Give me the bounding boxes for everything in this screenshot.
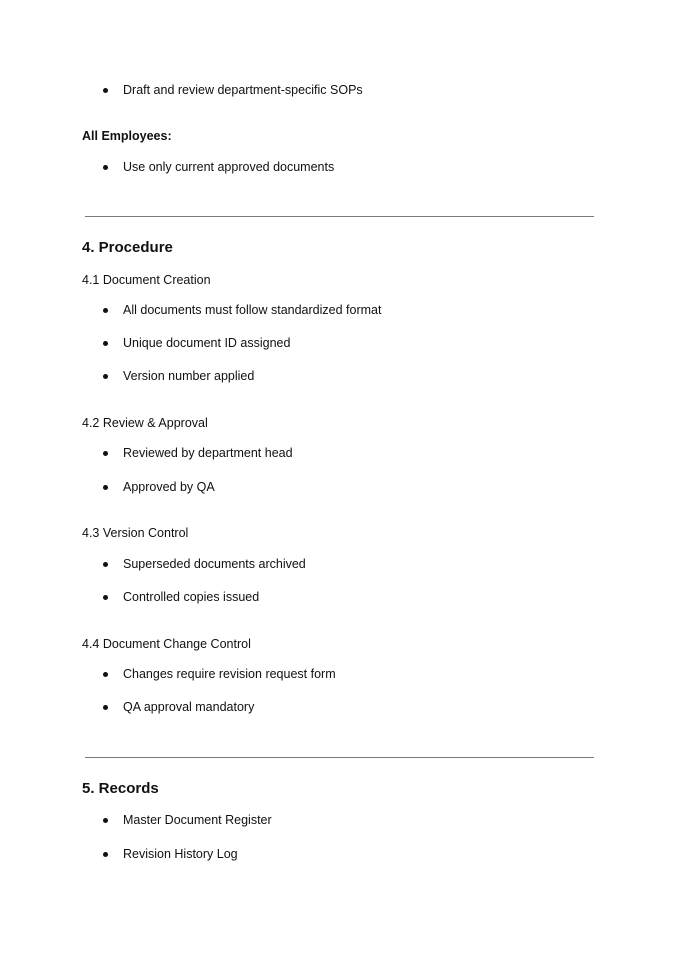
list-item-text: Draft and review department-specific SOPs bbox=[123, 83, 363, 97]
list-item-text: Revision History Log bbox=[123, 847, 238, 861]
bullet-icon bbox=[103, 165, 108, 170]
list-item-text: Approved by QA bbox=[123, 480, 215, 494]
list-item bbox=[103, 846, 238, 862]
list-item-text: Superseded documents archived bbox=[123, 557, 306, 571]
list-item-text: Master Document Register bbox=[123, 813, 272, 827]
list-item bbox=[103, 666, 336, 682]
list-item bbox=[103, 82, 363, 98]
bullet-icon bbox=[103, 705, 108, 710]
list-item bbox=[103, 368, 254, 384]
list-item-text: Controlled copies issued bbox=[123, 590, 260, 604]
bullet-icon bbox=[103, 672, 108, 677]
list-item-text: All documents must follow standardized format bbox=[123, 303, 382, 317]
procedure-heading: 4. Procedure bbox=[82, 239, 173, 256]
list-item bbox=[103, 302, 381, 318]
section-divider bbox=[85, 216, 594, 217]
list-item-text: Changes require revision request form bbox=[123, 667, 336, 681]
bullet-icon bbox=[103, 88, 108, 93]
list-item bbox=[103, 159, 334, 175]
list-item-text: Reviewed by department head bbox=[123, 446, 293, 460]
list-item bbox=[103, 589, 259, 605]
bullet-icon bbox=[103, 485, 108, 490]
list-item bbox=[103, 556, 306, 572]
bullet-icon bbox=[103, 852, 108, 857]
all-employees-label: All Employees: bbox=[82, 129, 172, 143]
bullet-icon bbox=[103, 341, 108, 346]
list-item bbox=[103, 335, 290, 351]
list-item bbox=[103, 445, 293, 461]
subsection-heading: 4.1 Document Creation bbox=[82, 273, 211, 287]
records-heading: 5. Records bbox=[82, 780, 159, 797]
bullet-icon bbox=[103, 374, 108, 379]
list-item bbox=[103, 699, 254, 715]
bullet-icon bbox=[103, 562, 108, 567]
list-item-text: QA approval mandatory bbox=[123, 700, 255, 714]
list-item bbox=[103, 479, 215, 495]
subsection-heading: 4.4 Document Change Control bbox=[82, 637, 251, 651]
list-item-text: Version number applied bbox=[123, 369, 255, 383]
bullet-icon bbox=[103, 595, 108, 600]
list-item-text: Use only current approved documents bbox=[123, 160, 335, 174]
bullet-icon bbox=[103, 818, 108, 823]
bullet-icon bbox=[103, 451, 108, 456]
list-item bbox=[103, 812, 272, 828]
list-item-text: Unique document ID assigned bbox=[123, 336, 291, 350]
subsection-heading: 4.3 Version Control bbox=[82, 526, 189, 540]
section-divider bbox=[85, 757, 594, 758]
bullet-icon bbox=[103, 308, 108, 313]
subsection-heading: 4.2 Review & Approval bbox=[82, 416, 208, 430]
